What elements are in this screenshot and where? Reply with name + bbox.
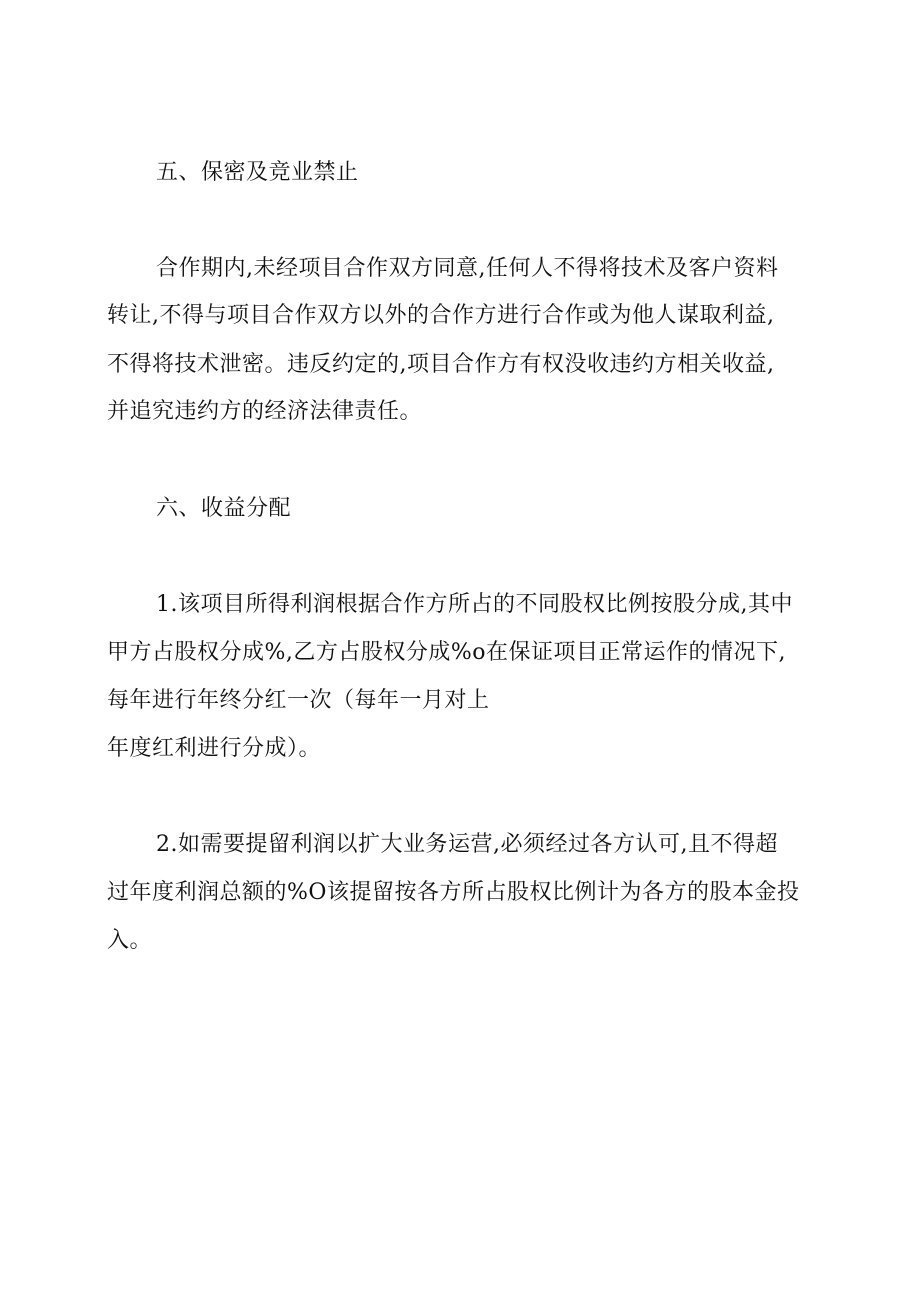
paragraph-line: 并追究违约方的经济法律责任。 (107, 399, 423, 424)
section-5-heading: 五、保密及竞业禁止 (156, 160, 359, 185)
paragraph-line: 年度红利进行分成）。 (107, 736, 322, 761)
paragraph-line: 转让,不得与项目合作双方以外的合作方进行合作或为他人谋取利益, (107, 303, 775, 328)
paragraph-line: 甲方占股权分成%,乙方占股权分成%o在保证项目正常运作的情况下, (107, 640, 787, 665)
paragraph-line: 1.该项目所得利润根据合作方所占的不同股权比例按股分成,其中 (156, 592, 793, 617)
paragraph-line: 过年度利润总额的%O该提留按各方所占股权比例计为各方的股本金投 (107, 880, 800, 905)
paragraph-line: 合作期内,未经项目合作双方同意,任何人不得将技术及客户资料 (156, 256, 779, 281)
section-6-heading: 六、收益分配 (156, 496, 292, 521)
paragraph-line: 入。 (107, 928, 153, 953)
paragraph-line: 每年进行年终分红一次（每年一月对上 (107, 688, 490, 713)
paragraph-line: 不得将技术泄密。违反约定的,项目合作方有权没收违约方相关收益, (107, 352, 775, 377)
paragraph-line: 2.如需要提留利润以扩大业务运营,必须经过各方认可,且不得超 (156, 832, 778, 857)
